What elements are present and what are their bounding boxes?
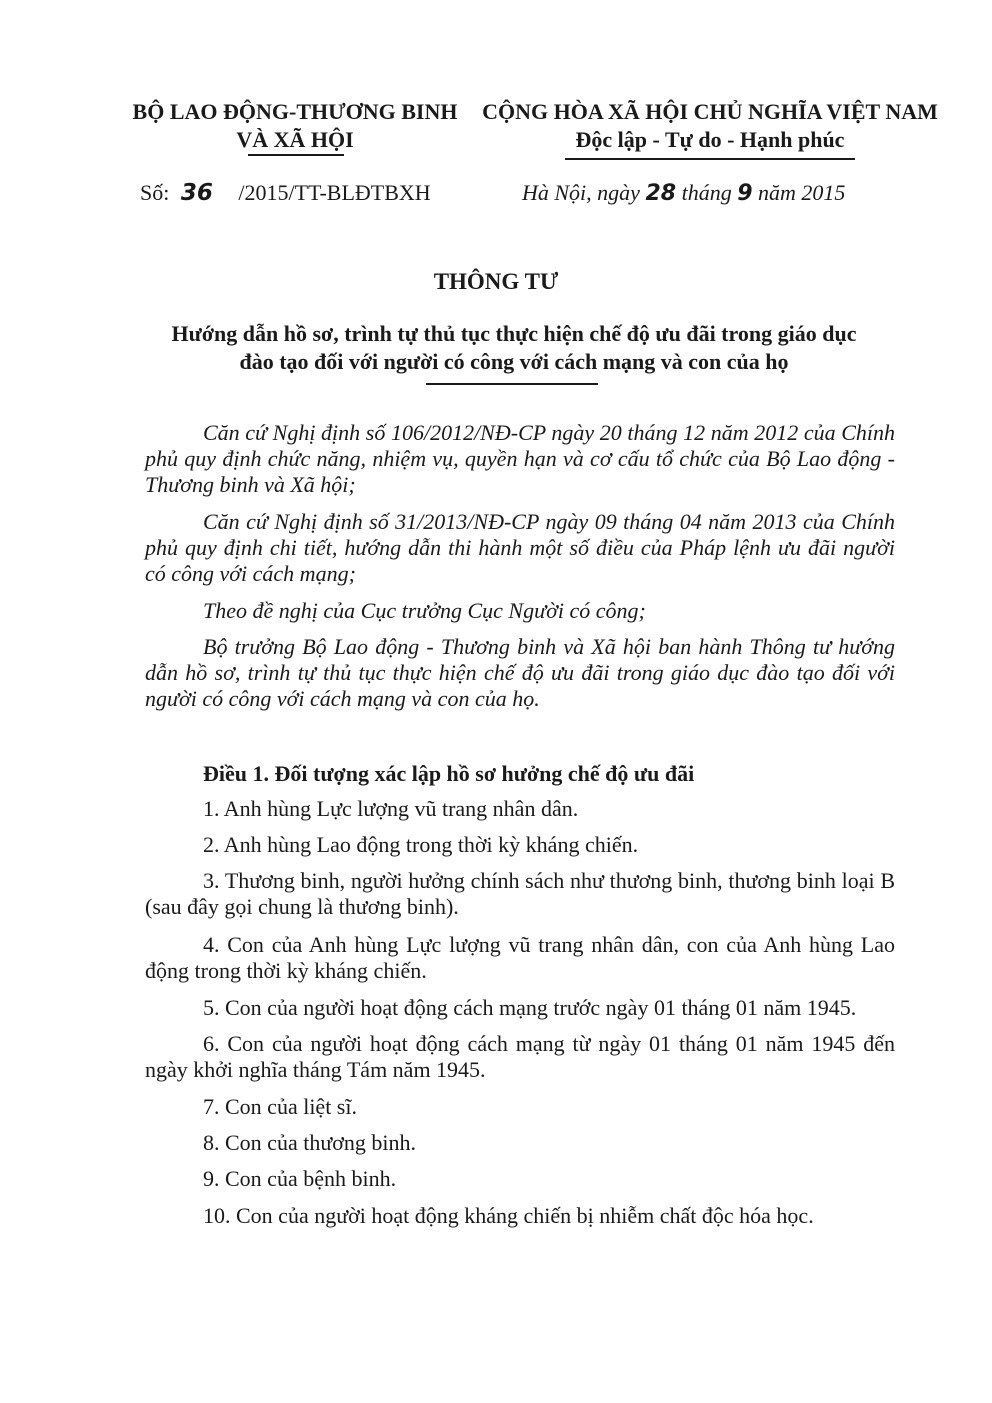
number-prefix: Số: bbox=[140, 180, 170, 205]
subject-line-1: Hướng dẫn hồ sơ, trình tự thủ tục thực hiện chế độ ưu đãi trong giáo dục bbox=[171, 321, 857, 346]
list-item: 3. Thương binh, người hưởng chính sách như thương binh, thương binh loại B (sau đây gọi chung là thương binh). bbox=[145, 868, 895, 919]
preamble-paragraph: Căn cứ Nghị định số 106/2012/NĐ-CP ngày 20 tháng 12 năm 2012 của Chính phủ quy định chức năng, nhiệm vụ, quyền hạn và cơ cấu tổ chức của Bộ Lao động - Thương binh và Xã hội; bbox=[145, 420, 895, 497]
number-suffix: /2015/TT-BLĐTBXH bbox=[238, 180, 431, 205]
list-item: 6. Con của người hoạt động cách mạng từ ngày 01 tháng 01 năm 1945 đến ngày khởi nghĩa tháng Tám năm 1945. bbox=[145, 1031, 895, 1082]
motto: Độc lập - Tự do - Hạnh phúc bbox=[575, 127, 845, 152]
date-prefix: Hà Nội, ngày bbox=[522, 180, 640, 205]
preamble-paragraph: Bộ trưởng Bộ Lao động - Thương binh và Xã hội ban hành Thông tư hướng dẫn hồ sơ, trình tự thủ tục thực hiện chế độ ưu đãi trong giáo dục đào tạo đối với người có công với cách mạng và con của họ. bbox=[145, 634, 895, 711]
list-item: 2. Anh hùng Lao động trong thời kỳ kháng chiến. bbox=[203, 832, 639, 857]
subject-line-2: đào tạo đối với người có công với cách mạng và con của họ bbox=[239, 349, 789, 374]
ministry-line-1: BỘ LAO ĐỘNG-THƯƠNG BINH bbox=[132, 99, 458, 124]
document-number bbox=[140, 178, 431, 208]
list-item: 10. Con của người hoạt động kháng chiến bị nhiễm chất độc hóa học. bbox=[203, 1203, 814, 1228]
preamble-paragraph: Theo đề nghị của Cục trưởng Cục Người có công; bbox=[203, 598, 646, 623]
ministry-underline bbox=[248, 154, 344, 156]
motto-underline bbox=[565, 158, 855, 160]
year-label: năm 2015 bbox=[758, 180, 846, 205]
list-item: 5. Con của người hoạt động cách mạng trước ngày 01 tháng 01 năm 1945. bbox=[203, 995, 857, 1020]
title-underline bbox=[426, 383, 598, 385]
article-heading: Điều 1. Đối tượng xác lập hồ sơ hưởng chế độ ưu đãi bbox=[203, 761, 695, 786]
ministry-name bbox=[120, 98, 470, 154]
document-type: THÔNG TƯ bbox=[433, 269, 559, 294]
handwritten-month: 9 bbox=[737, 181, 753, 206]
list-item: 1. Anh hùng Lực lượng vũ trang nhân dân. bbox=[203, 796, 579, 821]
document-subject bbox=[0, 320, 992, 376]
ministry-line-2: VÀ XÃ HỘI bbox=[236, 127, 354, 152]
handwritten-day: 28 bbox=[645, 181, 677, 206]
nation-name: CỘNG HÒA XÃ HỘI CHỦ NGHĨA VIỆT NAM bbox=[482, 99, 938, 124]
list-item: 9. Con của bệnh binh. bbox=[203, 1166, 397, 1191]
month-label: tháng bbox=[681, 180, 732, 205]
preamble-paragraph: Căn cứ Nghị định số 31/2013/NĐ-CP ngày 09 tháng 04 năm 2013 của Chính phủ quy định chi tiết, hướng dẫn thi hành một số điều của Pháp lệnh ưu đãi người có công với cách mạng; bbox=[145, 509, 895, 586]
handwritten-number: 36 bbox=[180, 180, 213, 206]
national-motto bbox=[480, 98, 940, 154]
list-item: 7. Con của liệt sĩ. bbox=[203, 1094, 357, 1119]
list-item: 4. Con của Anh hùng Lực lượng vũ trang nhân dân, con của Anh hùng Lao động trong thời kỳ kháng chiến. bbox=[145, 932, 895, 983]
issue-date bbox=[522, 178, 845, 209]
list-item: 8. Con của thương binh. bbox=[203, 1130, 416, 1155]
